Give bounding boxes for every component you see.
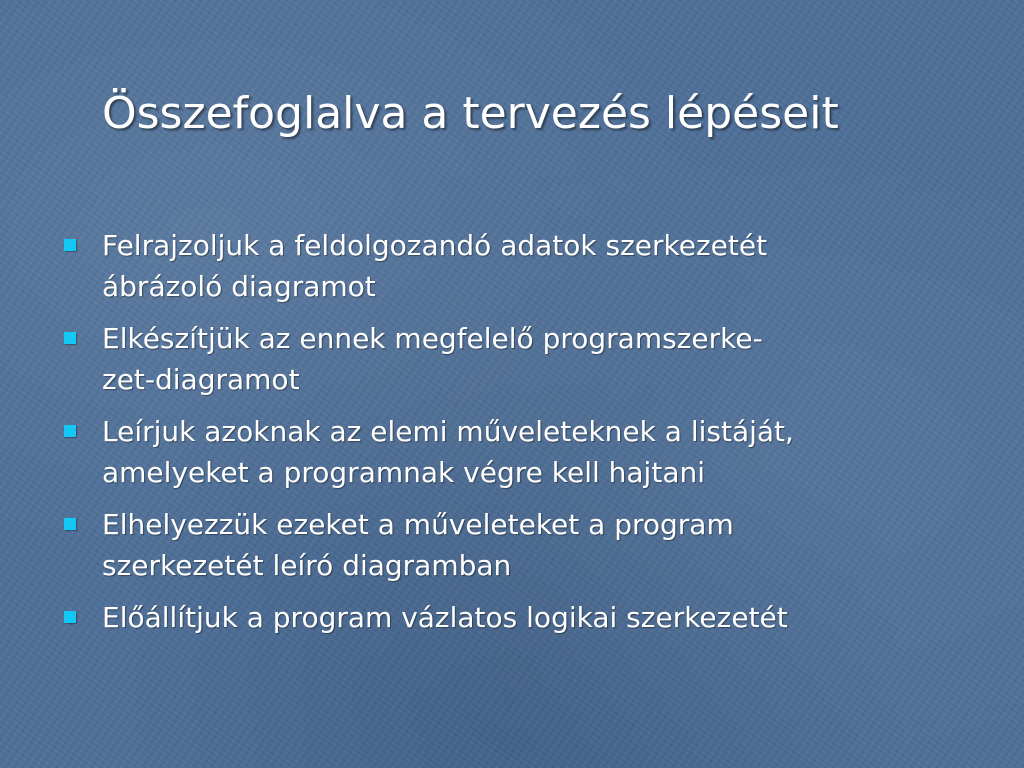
slide-title: Összefoglalva a tervezés lépéseit bbox=[102, 88, 839, 139]
bullet-item-2-line-1: Elkészítjük az ennek megfelelő programszerke- bbox=[102, 322, 763, 355]
bullet-item-5-line-1: Előállítjuk a program vázlatos logikai szerkezetét bbox=[102, 601, 788, 634]
square-bullet-icon bbox=[64, 518, 76, 530]
bullet-item-2 bbox=[60, 318, 960, 400]
square-bullet-icon bbox=[64, 611, 76, 623]
bullet-item-1-line-1: Felrajzoljuk a feldolgozandó adatok szerkezetét bbox=[102, 229, 768, 262]
bullet-item-4-line-2: szerkezetét leíró diagramban bbox=[102, 549, 512, 582]
bullet-item-4-line-1: Elhelyezzük ezeket a műveleteket a program bbox=[102, 508, 734, 541]
bullet-item-3-line-1: Leírjuk azoknak az elemi műveleteknek a listáját, bbox=[102, 415, 794, 448]
bullet-item-5 bbox=[60, 597, 960, 638]
bullet-item-2-line-2: zet-diagramot bbox=[102, 363, 300, 396]
bullet-item-1 bbox=[60, 225, 960, 307]
square-bullet-icon bbox=[64, 332, 76, 344]
bullet-item-3 bbox=[60, 411, 960, 493]
square-bullet-icon bbox=[64, 239, 76, 251]
bullet-list bbox=[60, 225, 960, 649]
bullet-item-1-line-2: ábrázoló diagramot bbox=[102, 270, 376, 303]
bullet-item-4 bbox=[60, 504, 960, 586]
bullet-item-3-line-2: amelyeket a programnak végre kell hajtani bbox=[102, 456, 705, 489]
square-bullet-icon bbox=[64, 425, 76, 437]
